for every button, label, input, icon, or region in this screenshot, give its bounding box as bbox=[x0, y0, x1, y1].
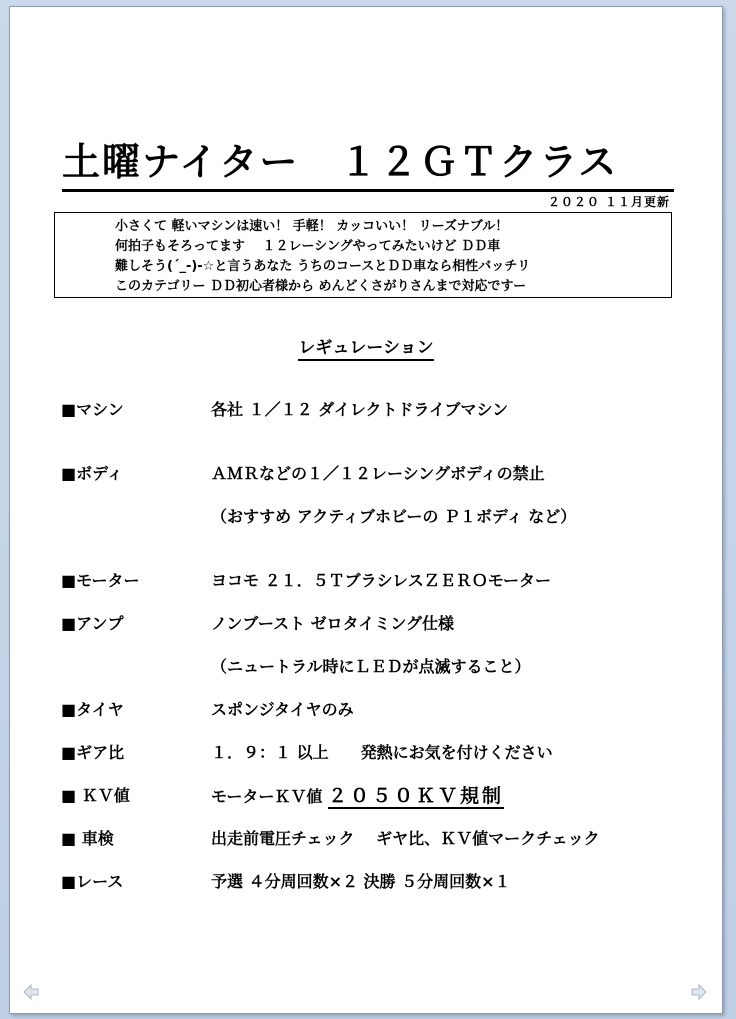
left-arrow-icon[interactable] bbox=[22, 983, 40, 1001]
right-arrow-icon[interactable] bbox=[690, 983, 708, 1001]
rule-value: １．９：１ 以上 発熱にお気を付けください bbox=[211, 743, 553, 762]
rule-value: ヨコモ ２１．５ＴブラシレスＺＥＲＯモーター bbox=[211, 571, 552, 590]
rule-label: ■アンプ bbox=[61, 614, 124, 633]
rule-value: ＡＭＲなどの１／１２レーシングボディの禁止 bbox=[211, 464, 545, 483]
rule-label: ■マシン bbox=[61, 400, 124, 419]
intro-box bbox=[54, 212, 672, 298]
rule-row-motor bbox=[61, 569, 681, 593]
rule-value-prefix: モーターＫＶ値 bbox=[211, 787, 328, 806]
kv-limit: ２０５０ＫＶ規制 bbox=[327, 785, 504, 807]
rule-row-body-note bbox=[61, 505, 681, 529]
rule-row-tire bbox=[61, 698, 681, 722]
rule-label: ■ギア比 bbox=[61, 743, 125, 762]
rule-value bbox=[211, 784, 504, 809]
rule-row-race bbox=[61, 870, 681, 894]
rule-row-amp-note bbox=[61, 655, 681, 679]
intro-line: 小さくて 軽いマシンは速い！ 手軽！ カッコいい！ リーズナブル！ bbox=[115, 219, 509, 234]
rule-label: ■ボディ bbox=[61, 464, 123, 483]
rule-row-amp bbox=[61, 612, 681, 636]
intro-line: 何拍子もそろってます １２レーシングやってみたいけど ＤＤ車 bbox=[115, 239, 501, 254]
rule-note: （ニュートラル時にＬＥＤが点滅すること） bbox=[211, 657, 531, 676]
document-page bbox=[9, 6, 723, 1014]
rule-label: ■ 車検 bbox=[61, 829, 114, 848]
rule-row-gear bbox=[61, 741, 681, 765]
intro-line: このカテゴリー ＤＤ初心者様から めんどくさがりさんまで対応ですー bbox=[115, 279, 527, 294]
rule-label: ■レース bbox=[61, 872, 124, 891]
rule-value: 出走前電圧チェック ギヤ比、ＫＶ値マークチェック bbox=[211, 829, 600, 848]
rule-label: ■タイヤ bbox=[61, 700, 124, 719]
rule-row-inspection bbox=[61, 827, 681, 851]
update-date: ２０２０ １１月更新 bbox=[547, 195, 670, 209]
intro-line: 難しそう(´_-)-☆と言うあなた うちのコースとＤＤ車なら相性バッチリ bbox=[115, 259, 531, 274]
rule-value: 予選 ４分周回数×２ 決勝 ５分周回数×１ bbox=[211, 872, 511, 891]
rule-label: ■モーター bbox=[61, 571, 140, 590]
rule-row-machine bbox=[61, 398, 681, 422]
rule-value: 各社 １／１２ ダイレクトドライブマシン bbox=[211, 400, 509, 419]
rule-note: （おすすめ アクティブホビーの Ｐ１ボディ など） bbox=[211, 507, 577, 526]
rule-value: ノンブースト ゼロタイミング仕様 bbox=[211, 614, 455, 633]
regulation-heading-text: レギュレーション bbox=[298, 338, 433, 361]
rule-label: ■ ＫＶ値 bbox=[61, 786, 130, 805]
rule-row-kv bbox=[61, 784, 681, 808]
rule-value: スポンジタイヤのみ bbox=[211, 700, 354, 719]
regulation-heading bbox=[10, 333, 722, 358]
document-title: 土曜ナイター １２ＧＴクラス bbox=[62, 135, 674, 192]
rule-row-body bbox=[61, 462, 681, 486]
